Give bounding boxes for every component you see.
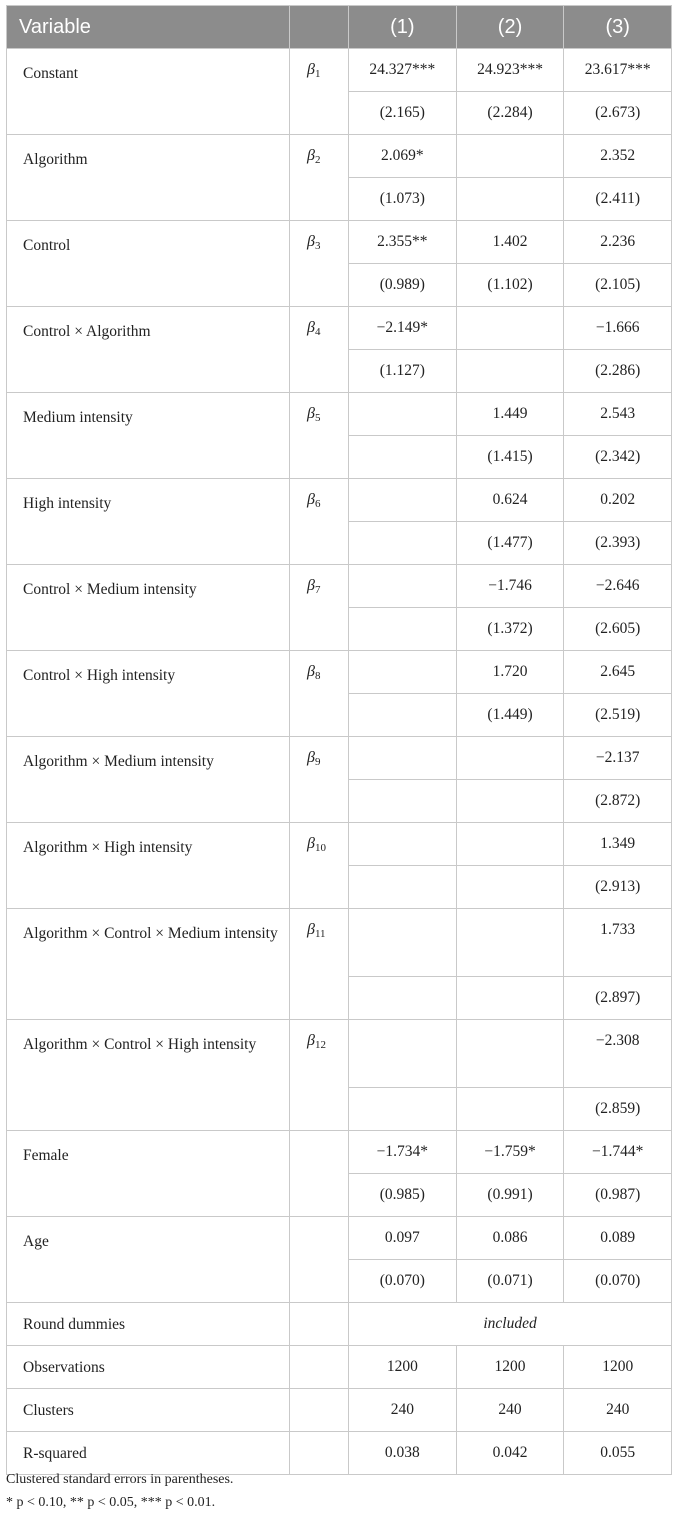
footer-label: R-squared (7, 1432, 290, 1475)
table-row (7, 651, 672, 694)
beta-symbol: β (307, 319, 315, 336)
variable-label: Algorithm × Control × High intensity (7, 1020, 290, 1131)
header-row (7, 6, 672, 49)
coefficient-cell: 0.097 (349, 1217, 457, 1260)
std-error-cell (456, 977, 564, 1020)
beta-symbol: β (307, 921, 315, 938)
coefficient-cell: −1.734* (349, 1131, 457, 1174)
stat-cell: 0.055 (564, 1432, 672, 1475)
coefficient-cell (349, 565, 457, 608)
coefficient-cell: −2.646 (564, 565, 672, 608)
beta-symbol: β (307, 749, 315, 766)
stat-cell: 1200 (349, 1346, 457, 1389)
beta-subscript: 12 (314, 1039, 326, 1051)
coefficient-cell: 2.352 (564, 135, 672, 178)
beta-label (290, 221, 349, 307)
std-error-cell: (0.071) (456, 1260, 564, 1303)
coefficient-cell (349, 393, 457, 436)
regression-table (6, 5, 672, 1475)
variable-label: High intensity (7, 479, 290, 565)
variable-label: Control × Medium intensity (7, 565, 290, 651)
coefficient-cell (349, 651, 457, 694)
beta-empty (290, 1432, 349, 1475)
beta-subscript: 6 (314, 498, 321, 510)
footer-label: Observations (7, 1346, 290, 1389)
coefficient-cell: 23.617*** (564, 49, 672, 92)
header-col-1: (1) (349, 6, 457, 49)
table-row (7, 1131, 672, 1174)
beta-label (290, 49, 349, 135)
variable-label: Algorithm × Medium intensity (7, 737, 290, 823)
table-row (7, 1020, 672, 1088)
stat-cell: 240 (349, 1389, 457, 1432)
std-error-cell (349, 866, 457, 909)
table-row (7, 479, 672, 522)
stat-cell: 1200 (456, 1346, 564, 1389)
coefficient-cell (456, 1020, 564, 1088)
beta-label (290, 651, 349, 737)
std-error-cell (349, 436, 457, 479)
footer-label: Round dummies (7, 1303, 290, 1346)
coefficient-cell (349, 909, 457, 977)
beta-subscript: 8 (314, 670, 321, 682)
beta-label (290, 823, 349, 909)
std-error-cell: (2.859) (564, 1088, 672, 1131)
table-row (7, 823, 672, 866)
table-row (7, 565, 672, 608)
variable-label: Algorithm (7, 135, 290, 221)
std-error-cell: (2.284) (456, 92, 564, 135)
std-error-cell: (2.165) (349, 92, 457, 135)
coefficient-cell (349, 479, 457, 522)
stat-cell: 1200 (564, 1346, 672, 1389)
coefficient-cell (456, 823, 564, 866)
std-error-cell (349, 522, 457, 565)
beta-label (290, 909, 349, 1020)
coefficient-cell: −2.137 (564, 737, 672, 780)
coefficient-cell: 1.449 (456, 393, 564, 436)
coefficient-cell: −1.759* (456, 1131, 564, 1174)
coefficient-cell: −1.746 (456, 565, 564, 608)
table-row (7, 135, 672, 178)
footer-row (7, 1303, 672, 1346)
beta-symbol: β (307, 61, 315, 78)
beta-subscript: 5 (314, 412, 321, 424)
beta-subscript: 9 (314, 756, 321, 768)
coefficient-cell: 0.202 (564, 479, 672, 522)
notes-line-2: * p < 0.10, ** p < 0.05, *** p < 0.01. (6, 1495, 216, 1510)
beta-symbol: β (307, 233, 315, 250)
beta-empty (290, 1303, 349, 1346)
beta-symbol: β (307, 835, 315, 852)
variable-label: Control (7, 221, 290, 307)
std-error-cell (349, 1088, 457, 1131)
variable-label: Constant (7, 49, 290, 135)
table-notes (6, 1468, 233, 1514)
coefficient-cell (456, 135, 564, 178)
table-row (7, 1217, 672, 1260)
std-error-cell: (2.673) (564, 92, 672, 135)
header-col-3: (3) (564, 6, 672, 49)
std-error-cell: (0.987) (564, 1174, 672, 1217)
table-row (7, 221, 672, 264)
beta-label (290, 1131, 349, 1217)
header-beta (290, 6, 349, 49)
stat-cell: 0.042 (456, 1432, 564, 1475)
beta-empty (290, 1346, 349, 1389)
std-error-cell: (0.991) (456, 1174, 564, 1217)
beta-subscript: 2 (314, 154, 321, 166)
beta-label (290, 737, 349, 823)
coefficient-cell: 2.355** (349, 221, 457, 264)
variable-label: Algorithm × Control × Medium intensity (7, 909, 290, 1020)
beta-subscript: 10 (314, 842, 326, 854)
footer-label: Clusters (7, 1389, 290, 1432)
beta-symbol: β (307, 491, 315, 508)
coefficient-cell (349, 1020, 457, 1088)
variable-label: Control × Algorithm (7, 307, 290, 393)
coefficient-cell: 2.236 (564, 221, 672, 264)
coefficient-cell: 1.349 (564, 823, 672, 866)
beta-symbol: β (307, 405, 315, 422)
coefficient-cell: 1.402 (456, 221, 564, 264)
std-error-cell: (1.102) (456, 264, 564, 307)
std-error-cell: (0.070) (564, 1260, 672, 1303)
coefficient-cell: 1.720 (456, 651, 564, 694)
variable-label: Algorithm × High intensity (7, 823, 290, 909)
beta-label (290, 393, 349, 479)
beta-symbol: β (307, 147, 315, 164)
coefficient-cell (456, 737, 564, 780)
coefficient-cell: 1.733 (564, 909, 672, 977)
beta-label (290, 307, 349, 393)
footer-row (7, 1346, 672, 1389)
coefficient-cell: −2.149* (349, 307, 457, 350)
beta-label (290, 1217, 349, 1303)
variable-label: Control × High intensity (7, 651, 290, 737)
table-row (7, 393, 672, 436)
std-error-cell: (2.393) (564, 522, 672, 565)
std-error-cell (349, 977, 457, 1020)
std-error-cell: (1.073) (349, 178, 457, 221)
std-error-cell: (1.477) (456, 522, 564, 565)
table-row (7, 307, 672, 350)
notes-line-1: Clustered standard errors in parentheses. (6, 1472, 234, 1487)
beta-subscript: 7 (314, 584, 321, 596)
std-error-cell (349, 780, 457, 823)
stat-cell: 240 (564, 1389, 672, 1432)
std-error-cell: (2.342) (564, 436, 672, 479)
std-error-cell (456, 780, 564, 823)
coefficient-cell: 2.645 (564, 651, 672, 694)
std-error-cell: (1.415) (456, 436, 564, 479)
std-error-cell: (2.519) (564, 694, 672, 737)
std-error-cell (456, 866, 564, 909)
std-error-cell: (2.605) (564, 608, 672, 651)
beta-subscript: 4 (314, 326, 321, 338)
std-error-cell: (2.286) (564, 350, 672, 393)
coefficient-cell (349, 823, 457, 866)
beta-subscript: 1 (314, 68, 321, 80)
header-col-2: (2) (456, 6, 564, 49)
beta-empty (290, 1389, 349, 1432)
std-error-cell: (2.913) (564, 866, 672, 909)
coefficient-cell: 24.923*** (456, 49, 564, 92)
beta-label (290, 479, 349, 565)
stat-cell: 240 (456, 1389, 564, 1432)
std-error-cell: (0.985) (349, 1174, 457, 1217)
table-row (7, 49, 672, 92)
std-error-cell: (1.449) (456, 694, 564, 737)
stat-cell: 0.038 (349, 1432, 457, 1475)
variable-label: Female (7, 1131, 290, 1217)
coefficient-cell: −2.308 (564, 1020, 672, 1088)
coefficient-cell: −1.744* (564, 1131, 672, 1174)
std-error-cell: (1.127) (349, 350, 457, 393)
table-row (7, 737, 672, 780)
coefficient-cell: 2.543 (564, 393, 672, 436)
variable-label: Age (7, 1217, 290, 1303)
std-error-cell (456, 178, 564, 221)
std-error-cell: (2.105) (564, 264, 672, 307)
coefficient-cell: 0.624 (456, 479, 564, 522)
std-error-cell (456, 350, 564, 393)
std-error-cell (349, 694, 457, 737)
table-body (7, 49, 672, 1475)
included-cell: included (349, 1303, 672, 1346)
header-variable: Variable (7, 6, 290, 49)
beta-label (290, 565, 349, 651)
footer-row (7, 1389, 672, 1432)
std-error-cell (349, 608, 457, 651)
beta-subscript: 11 (314, 928, 326, 940)
std-error-cell: (2.872) (564, 780, 672, 823)
beta-label (290, 135, 349, 221)
coefficient-cell (456, 909, 564, 977)
beta-subscript: 3 (314, 240, 321, 252)
coefficient-cell (349, 737, 457, 780)
std-error-cell: (2.897) (564, 977, 672, 1020)
std-error-cell (456, 1088, 564, 1131)
coefficient-cell: −1.666 (564, 307, 672, 350)
beta-symbol: β (307, 577, 315, 594)
coefficient-cell: 0.086 (456, 1217, 564, 1260)
beta-symbol: β (307, 663, 315, 680)
beta-label (290, 1020, 349, 1131)
std-error-cell: (0.070) (349, 1260, 457, 1303)
std-error-cell: (1.372) (456, 608, 564, 651)
beta-symbol: β (307, 1032, 315, 1049)
std-error-cell: (2.411) (564, 178, 672, 221)
coefficient-cell: 2.069* (349, 135, 457, 178)
coefficient-cell (456, 307, 564, 350)
coefficient-cell: 24.327*** (349, 49, 457, 92)
table-row (7, 909, 672, 977)
std-error-cell: (0.989) (349, 264, 457, 307)
variable-label: Medium intensity (7, 393, 290, 479)
coefficient-cell: 0.089 (564, 1217, 672, 1260)
